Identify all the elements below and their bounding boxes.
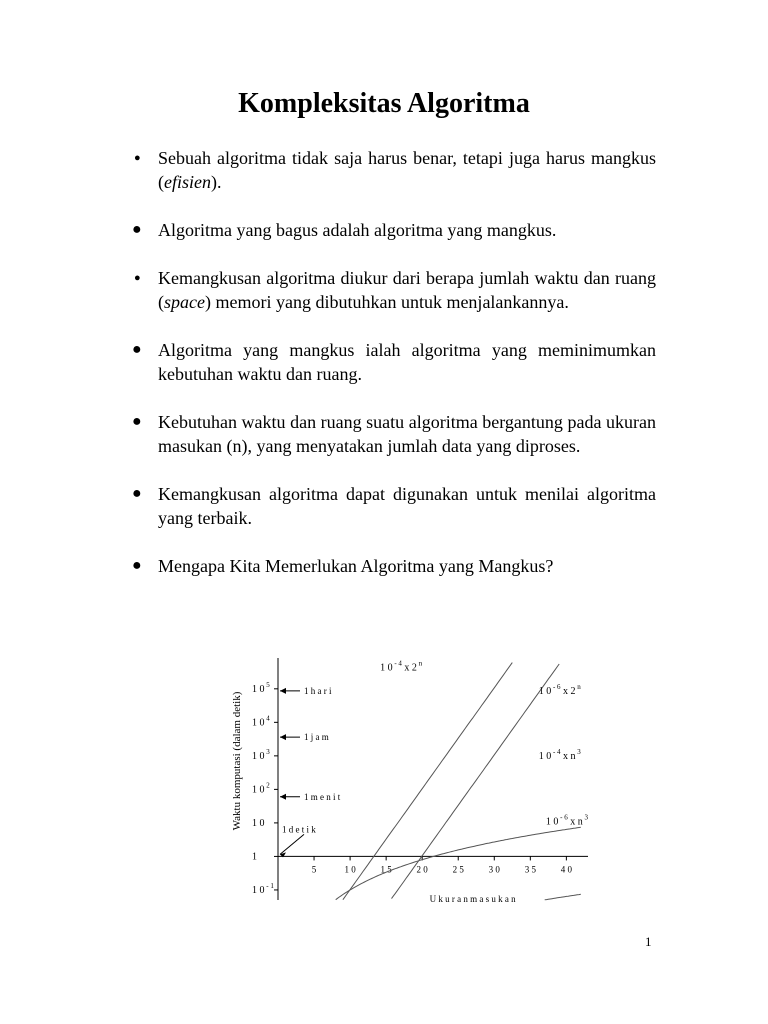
bullet-dot-icon: ● <box>132 485 142 502</box>
bullet-item-4 <box>126 338 656 386</box>
reference-label: 1 d e t i k <box>282 824 316 835</box>
bullet-item-1 <box>126 146 656 194</box>
reference-label: 1 m e n i t <box>304 791 341 802</box>
series-label: 1 0 $^{- 4}$ x n $^3$ <box>538 748 581 763</box>
complexity-chart <box>220 640 600 920</box>
bullet-item-2 <box>126 218 656 242</box>
bullet-list <box>126 146 656 602</box>
y-axis-label: Waktu komputasi (dalam detik) <box>231 691 243 831</box>
bullet-emphasis: space <box>164 292 205 312</box>
y-tick-label: 1 0 $^5$ <box>252 680 270 695</box>
complexity-chart-svg <box>220 640 600 920</box>
bullet-text: Mengapa Kita Memerlukan Algoritma yang Mangkus? <box>158 556 554 576</box>
bullet-dot-icon: ● <box>134 152 141 164</box>
x-tick-label: 4 0 <box>560 864 572 875</box>
x-tick-label: 3 0 <box>488 864 500 875</box>
y-tick-label: 1 0 $^3$ <box>252 747 270 762</box>
reference-label: 1 h a r i <box>304 685 332 696</box>
bullet-text: Kebutuhan waktu dan ruang suatu algoritma bergantung pada ukuran masukan (n), yang menyatakan jumlah data yang diproses. <box>158 412 656 456</box>
reference-label: 1 j a m <box>304 732 329 743</box>
bullet-item-3 <box>126 266 656 314</box>
bullet-text-end: ). <box>211 172 222 192</box>
x-tick-label: 3 5 <box>524 864 536 875</box>
y-tick-label: 1 <box>252 851 257 863</box>
bullet-item-6 <box>126 482 656 530</box>
bullet-emphasis: efisien <box>164 172 211 192</box>
series-line <box>545 894 581 900</box>
series-label: 1 0 $^{- 6}$ x 2 $^n$ <box>538 682 581 697</box>
bullet-dot-icon: ● <box>132 413 142 430</box>
bullet-item-5 <box>126 410 656 458</box>
bullet-dot-icon: ● <box>134 272 141 284</box>
reference-arrow <box>280 834 304 854</box>
series-label: 1 0 $^{- 6}$ x n $^3$ <box>545 813 589 828</box>
bullet-text: Algoritma yang mangkus ialah algoritma yang meminimumkan kebutuhan waktu dan ruang. <box>158 340 656 384</box>
y-tick-label: 1 0 <box>252 817 265 829</box>
bullet-text: Sebuah algoritma tidak saja harus benar, tetapi juga harus mangkus ( <box>158 148 656 192</box>
bullet-dot-icon: ● <box>132 341 142 358</box>
bullet-text: Kemangkusan algoritma diukur dari berapa jumlah waktu dan ruang ( <box>158 268 656 312</box>
y-tick-label: 1 0 $^4$ <box>252 714 270 729</box>
x-tick-label: 1 5 <box>380 864 392 875</box>
series-label: 1 0 $^{- 4}$ x 2 $^n$ <box>380 659 423 674</box>
arrow-head-icon <box>280 794 286 800</box>
page-title: Kompleksitas Algoritma <box>238 88 530 119</box>
arrow-head-icon <box>280 734 286 740</box>
y-tick-label: 1 0 $^2$ <box>252 781 270 796</box>
bullet-dot-icon: ● <box>132 557 142 574</box>
bullet-item-7 <box>126 554 656 578</box>
x-tick-label: 2 0 <box>416 864 428 875</box>
bullet-text: Algoritma yang bagus adalah algoritma yang mangkus. <box>158 220 557 240</box>
x-tick-label: 1 0 <box>344 864 356 875</box>
x-tick-label: 5 <box>311 864 317 875</box>
page-number: 1 <box>645 934 652 949</box>
bullet-text-end: ) memori yang dibutuhkan untuk menjalankannya. <box>204 292 569 312</box>
y-tick-label: 1 0 $^{- 1}$ <box>252 881 274 896</box>
arrow-head-icon <box>280 688 286 694</box>
x-axis-label: U k u r a n m a s u k a n <box>429 894 516 904</box>
x-tick-label: 2 5 <box>452 864 464 875</box>
series-line <box>392 664 560 899</box>
bullet-text: Kemangkusan algoritma dapat digunakan untuk menilai algoritma yang terbaik. <box>158 484 656 528</box>
bullet-dot-icon: ● <box>132 221 142 238</box>
